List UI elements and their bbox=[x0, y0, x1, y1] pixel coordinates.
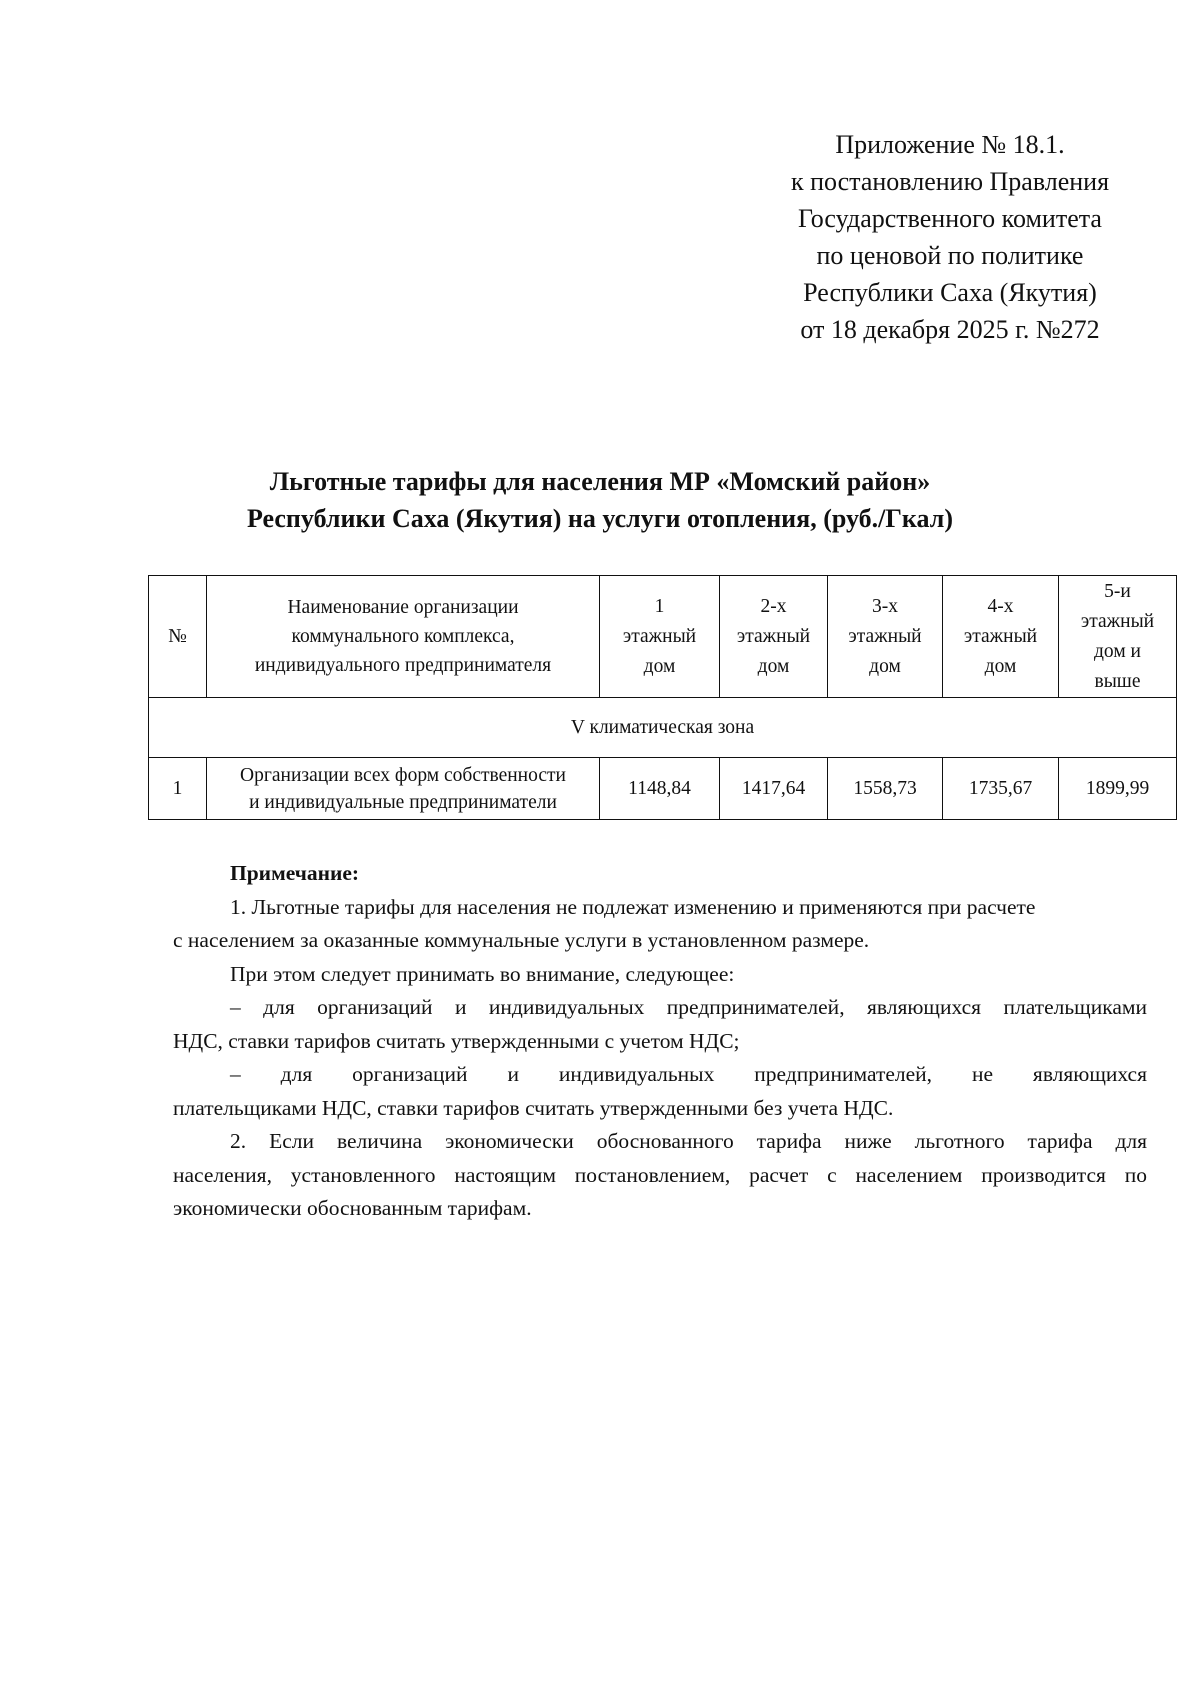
row-organization-line: и индивидуальные предприниматели bbox=[249, 791, 557, 813]
note-item-2 bbox=[173, 1125, 1147, 1226]
header-3-floor bbox=[828, 576, 943, 698]
header-line: этажный bbox=[963, 625, 1038, 647]
note-item-1 bbox=[173, 891, 1147, 958]
appendix-line: Государственного комитета bbox=[798, 204, 1102, 233]
note-intro: При этом следует принимать во внимание, следующее: bbox=[230, 961, 735, 986]
header-line: 3-х bbox=[872, 595, 898, 617]
header-line: этажный bbox=[736, 625, 811, 647]
note-heading: Примечание: bbox=[230, 861, 360, 885]
note-line: с населением за оказанные коммунальные услуги в установленном размере. bbox=[173, 928, 870, 952]
header-line: 4-х bbox=[987, 595, 1014, 617]
appendix-line: Республики Саха (Якутия) bbox=[803, 278, 1097, 307]
header-line: дом bbox=[643, 655, 676, 677]
header-organization-line: индивидуального предпринимателя bbox=[254, 655, 552, 676]
header-num: № bbox=[149, 576, 207, 698]
header-organization-line: коммунального комплекса, bbox=[291, 626, 515, 647]
header-line: этажный bbox=[1080, 610, 1155, 632]
header-line: выше bbox=[1094, 670, 1141, 692]
header-line: этажный bbox=[848, 625, 922, 647]
note-line: НДС, ставки тарифов считать утвержденными с учетом НДС; bbox=[173, 1028, 740, 1053]
row-organization-line: Организации всех форм собственности bbox=[240, 764, 566, 786]
table-row bbox=[149, 758, 1177, 820]
appendix-header bbox=[780, 126, 1120, 348]
row-value-4-floor: 1735,67 bbox=[943, 758, 1059, 820]
row-value-5-floor: 1899,99 bbox=[1059, 758, 1177, 820]
row-value-3-floor: 1558,73 bbox=[828, 758, 943, 820]
note-section bbox=[173, 857, 1147, 1226]
row-organization bbox=[207, 758, 600, 820]
table-header-row bbox=[149, 576, 1177, 698]
note-line: плательщиками НДС, ставки тарифов считать утвержденными без учета НДС. bbox=[173, 1095, 894, 1120]
appendix-line: к постановлению Правления bbox=[790, 167, 1110, 196]
title-line-2: Республики Саха (Якутия) на услуги отопления, (руб./Гкал) bbox=[247, 504, 953, 533]
header-line: дом bbox=[757, 655, 790, 677]
table-zone-row bbox=[149, 698, 1177, 758]
appendix-line: от 18 декабря 2025 г. №272 bbox=[800, 315, 1100, 344]
row-num: 1 bbox=[149, 758, 207, 820]
climate-zone-cell: V климатическая зона bbox=[149, 698, 1177, 758]
header-line: этажный bbox=[622, 625, 697, 647]
header-organization bbox=[207, 576, 600, 698]
note-dash-2 bbox=[173, 1058, 1147, 1125]
row-value-2-floor: 1417,64 bbox=[720, 758, 828, 820]
note-line: экономически обоснованным тарифам. bbox=[173, 1196, 532, 1220]
header-line: дом и bbox=[1094, 640, 1141, 662]
header-line: дом bbox=[869, 655, 901, 677]
note-line: 1. Льготные тарифы для населения не подлежат изменению и применяются при расчете bbox=[230, 894, 1036, 919]
header-line: 1 bbox=[654, 595, 665, 617]
document-title bbox=[150, 463, 1050, 537]
header-line: 2-х bbox=[760, 595, 787, 617]
title-line-1: Льготные тарифы для населения МР «Момский район» bbox=[269, 467, 931, 496]
header-4-floor bbox=[943, 576, 1059, 698]
note-line: 2. Если величина экономически обоснованного тарифа ниже льготного тарифа для bbox=[230, 1129, 1147, 1153]
row-value-1-floor: 1148,84 bbox=[600, 758, 720, 820]
header-2-floor bbox=[720, 576, 828, 698]
header-organization-line: Наименование организации bbox=[287, 597, 519, 618]
note-line: – для организаций и индивидуальных предпринимателей, являющихся плательщиками bbox=[230, 995, 1147, 1019]
appendix-line: по ценовой по политике bbox=[816, 241, 1084, 270]
header-line: дом bbox=[984, 655, 1017, 677]
note-line: населения, установленного настоящим постановлением, расчет с населением производится по bbox=[173, 1162, 1147, 1187]
tariff-table bbox=[148, 575, 1177, 820]
appendix-line: Приложение № 18.1. bbox=[835, 130, 1065, 159]
note-line: – для организаций и индивидуальных предпринимателей, не являющихся bbox=[230, 1062, 1147, 1086]
note-dash-1 bbox=[173, 991, 1147, 1058]
header-1-floor bbox=[600, 576, 720, 698]
header-5-floor bbox=[1059, 576, 1177, 698]
header-line: 5-и bbox=[1104, 580, 1131, 602]
